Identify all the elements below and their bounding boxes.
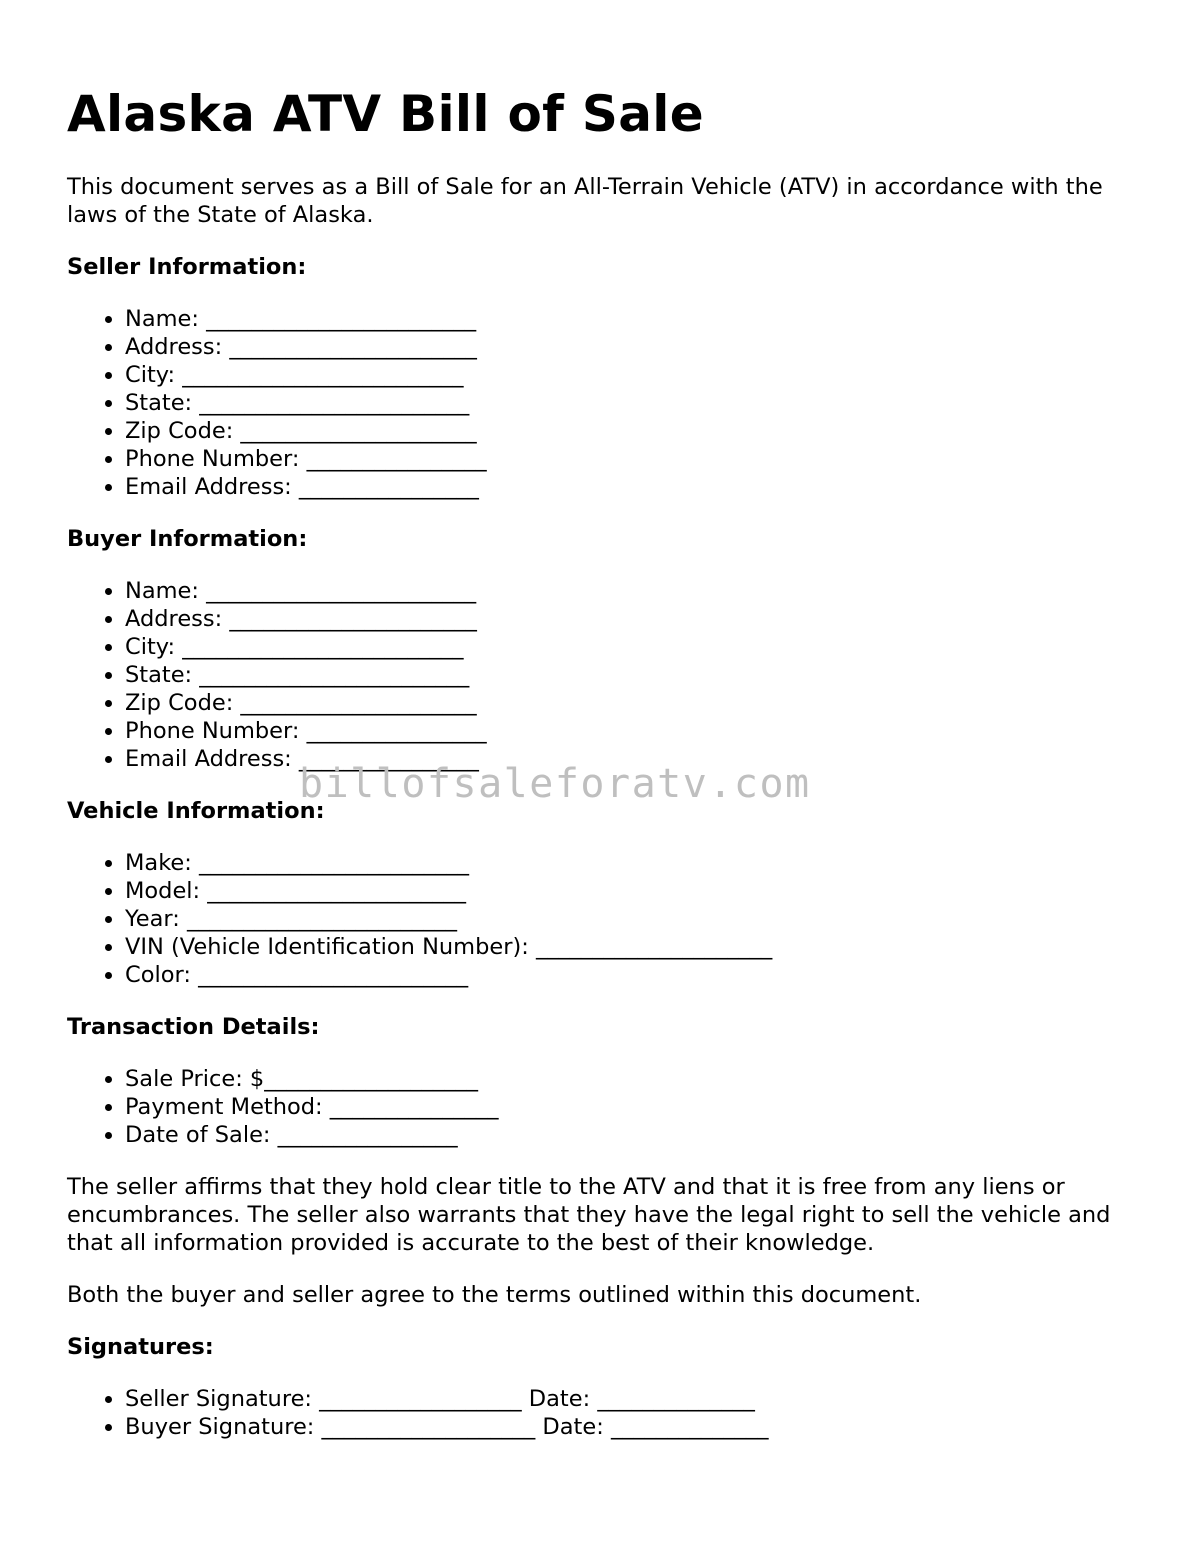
vehicle-year-field: • Year: ________________________ xyxy=(125,905,1147,933)
buyer-name-field: • Name: ________________________ xyxy=(125,577,1147,605)
buyer-fields-list xyxy=(67,577,1147,773)
watermark-text: billofsaleforatv.com xyxy=(299,761,811,807)
buyer-heading: Buyer Information: xyxy=(67,526,308,552)
vehicle-heading: Vehicle Information: xyxy=(67,798,325,824)
seller-name-field: • Name: ________________________ xyxy=(125,305,1147,333)
transaction-fields-list xyxy=(67,1065,1147,1149)
buyer-email-field: • Email Address: ________________ xyxy=(125,745,1147,773)
seller-heading: Seller Information: xyxy=(67,254,307,280)
seller-email-field: • Email Address: ________________ xyxy=(125,473,1147,501)
sale-price-field: • Sale Price: $___________________ xyxy=(125,1065,1147,1093)
transaction-heading: Transaction Details: xyxy=(67,1014,320,1040)
document-title: Alaska ATV Bill of Sale xyxy=(67,85,704,143)
signatures-heading: Signatures: xyxy=(67,1334,214,1360)
vehicle-make-field: • Make: ________________________ xyxy=(125,849,1147,877)
buyer-city-field: • City: _________________________ xyxy=(125,633,1147,661)
buyer-phone-field: • Phone Number: ________________ xyxy=(125,717,1147,745)
signatures-list xyxy=(67,1385,1147,1441)
intro-paragraph: This document serves as a Bill of Sale for an All-Terrain Vehicle (ATV) in accordance with the laws of the State of Alaska. xyxy=(67,174,1103,228)
affirmation-paragraph: The seller affirms that they hold clear title to the ATV and that it is free from any liens or encumbrances. The seller also warrants that they have the legal right to sell the vehicle and that all information provided is accurate to the best of their knowledge. xyxy=(67,1174,1111,1256)
seller-city-field: • City: _________________________ xyxy=(125,361,1147,389)
agreement-paragraph: Both the buyer and seller agree to the terms outlined within this document. xyxy=(67,1282,922,1308)
vehicle-vin-field: • VIN (Vehicle Identification Number): _____________________ xyxy=(125,933,1147,961)
seller-phone-field: • Phone Number: ________________ xyxy=(125,445,1147,473)
vehicle-fields-list xyxy=(67,849,1147,989)
vehicle-color-field: • Color: ________________________ xyxy=(125,961,1147,989)
vehicle-model-field: • Model: _______________________ xyxy=(125,877,1147,905)
buyer-zip-field: • Zip Code: _____________________ xyxy=(125,689,1147,717)
buyer-address-field: • Address: ______________________ xyxy=(125,605,1147,633)
seller-zip-field: • Zip Code: _____________________ xyxy=(125,417,1147,445)
seller-state-field: • State: ________________________ xyxy=(125,389,1147,417)
payment-method-field: • Payment Method: _______________ xyxy=(125,1093,1147,1121)
seller-address-field: • Address: ______________________ xyxy=(125,333,1147,361)
buyer-signature-line: • Buyer Signature: ___________________ Date: ______________ xyxy=(125,1413,1147,1441)
date-of-sale-field: • Date of Sale: ________________ xyxy=(125,1121,1147,1149)
seller-fields-list xyxy=(67,305,1147,501)
seller-signature-line: • Seller Signature: __________________ Date: ______________ xyxy=(125,1385,1147,1413)
buyer-state-field: • State: ________________________ xyxy=(125,661,1147,689)
